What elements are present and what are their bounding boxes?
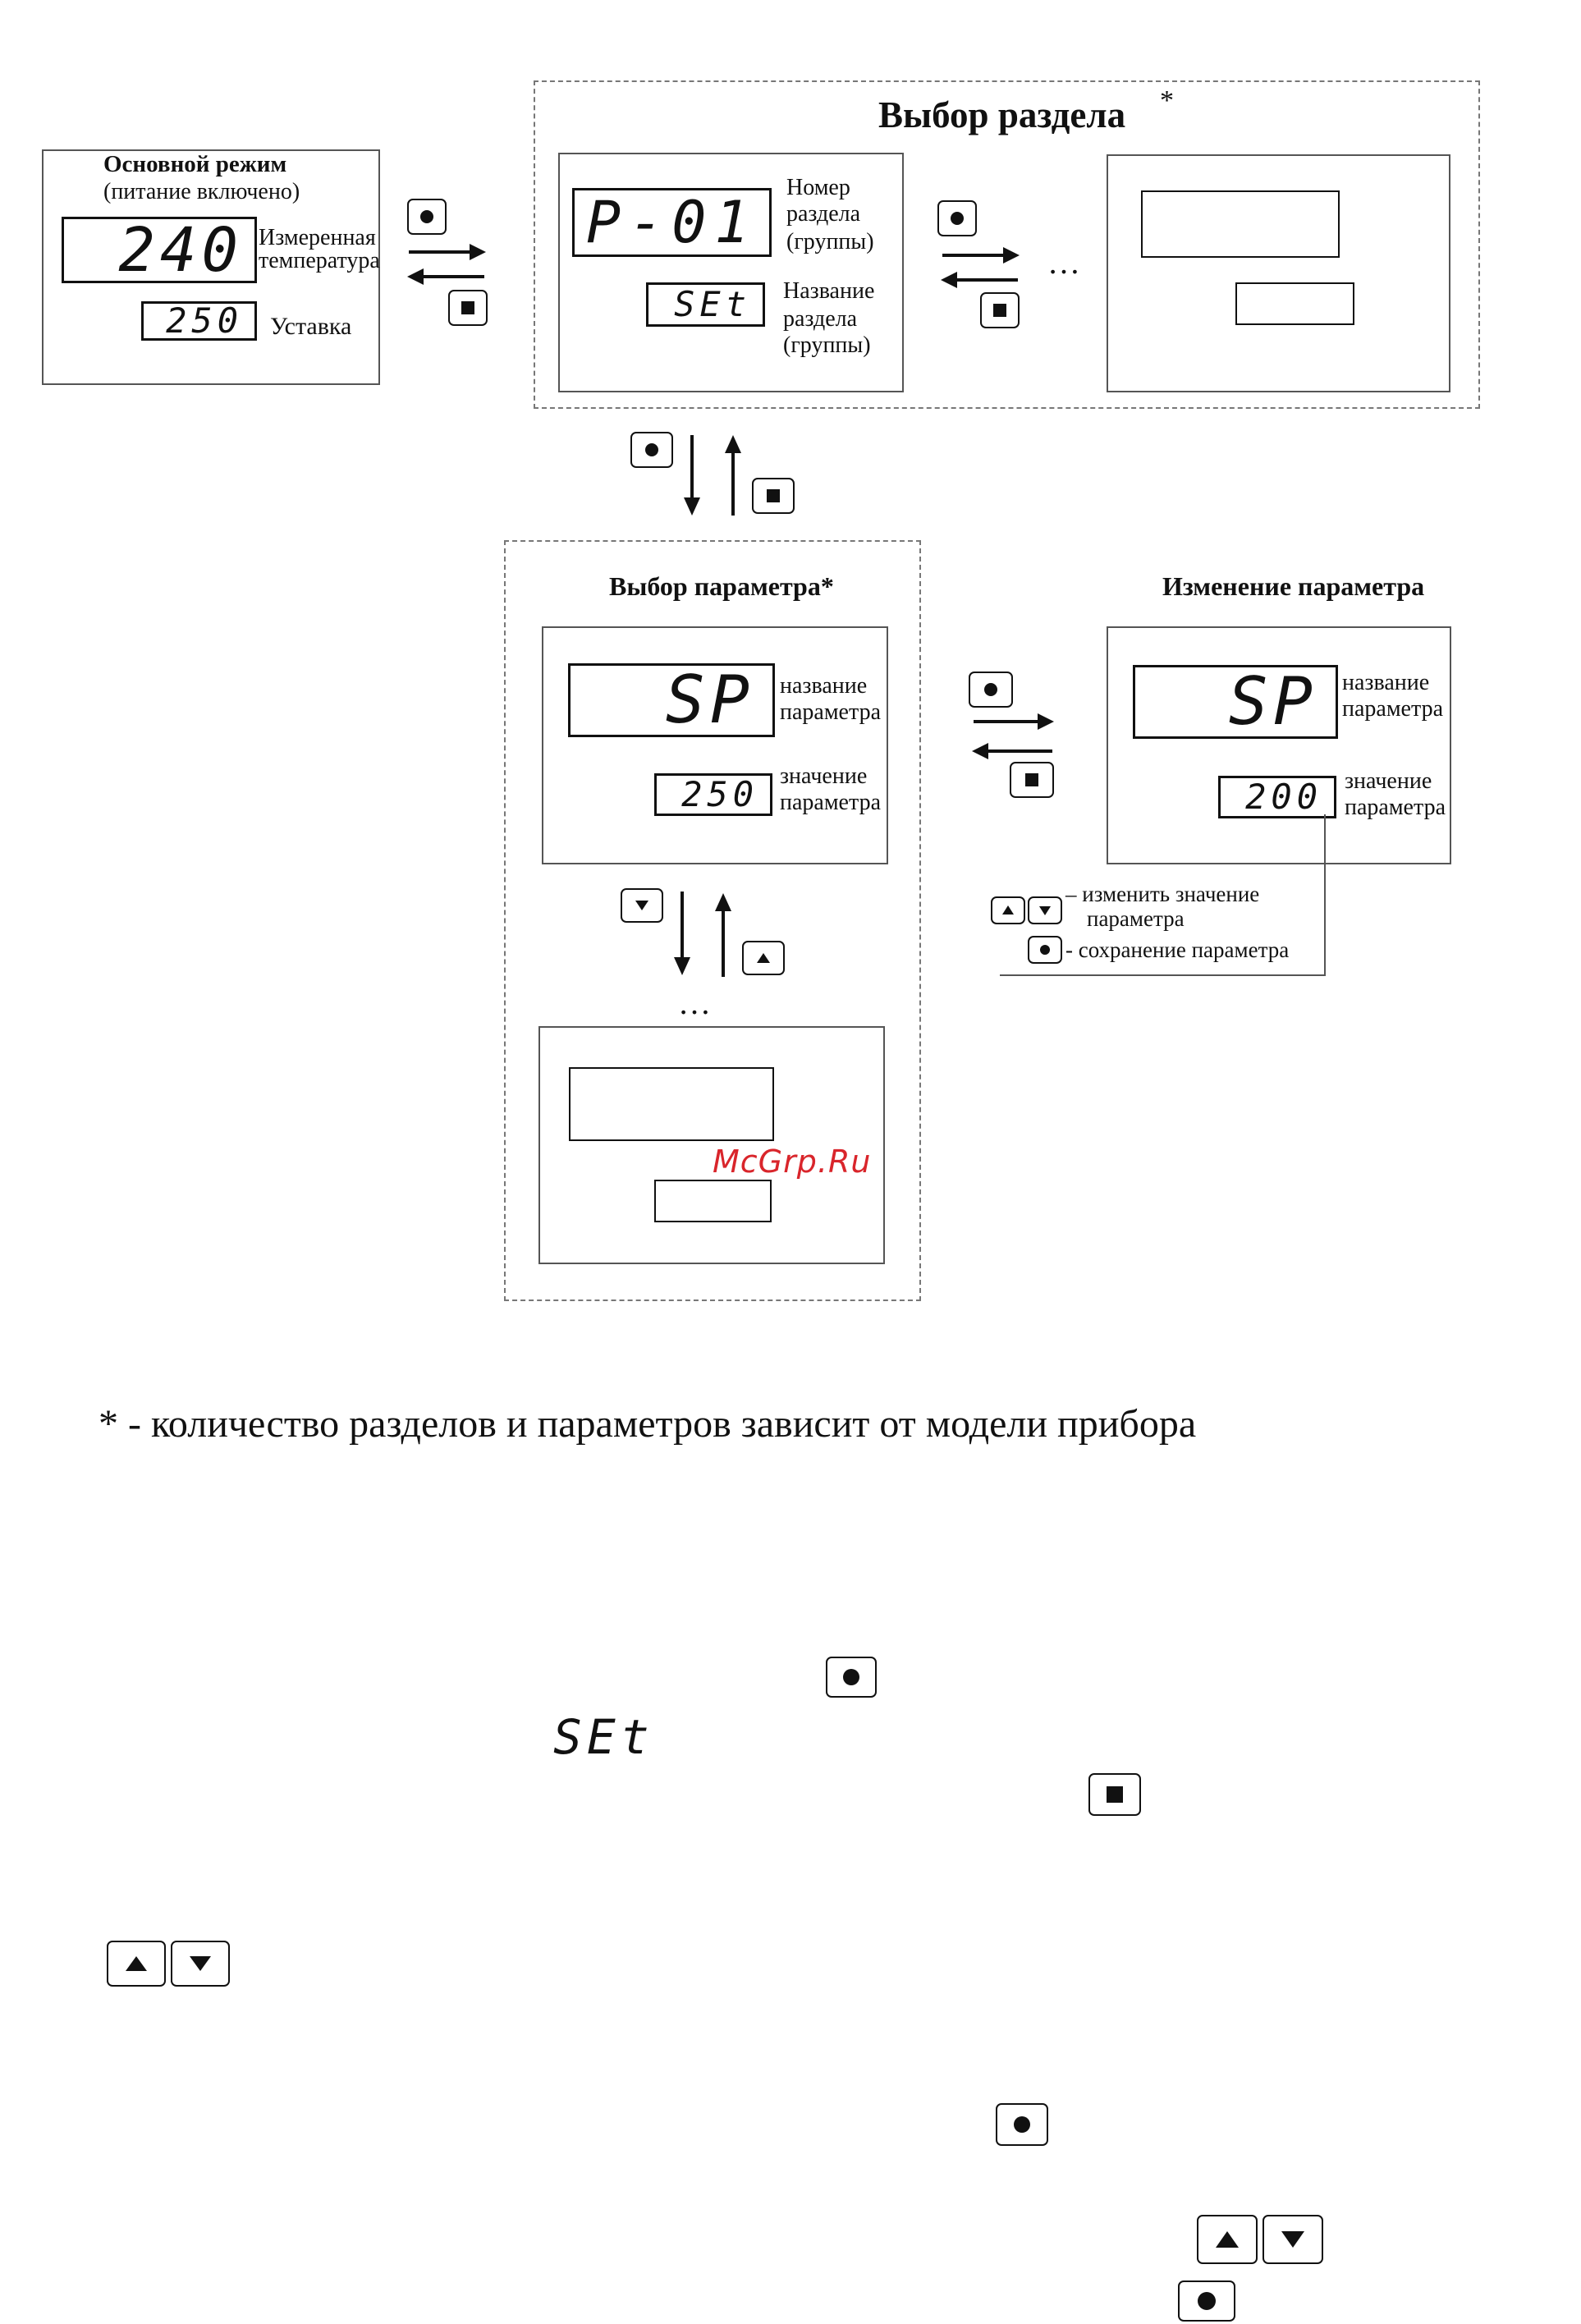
arrow-left-icon bbox=[939, 268, 1021, 292]
arrow-right-icon bbox=[406, 240, 488, 264]
enter-button-icon bbox=[969, 672, 1013, 708]
legend-change-line-2: параметра bbox=[1087, 906, 1185, 931]
exit-button-icon bbox=[752, 478, 795, 514]
down-button-icon bbox=[171, 1941, 230, 1987]
enter-button-icon bbox=[996, 2103, 1048, 2146]
watermark: McGrp.Ru bbox=[713, 1144, 872, 1180]
param-name-label-2: параметра bbox=[780, 699, 881, 725]
set-display-glyph: SEt bbox=[553, 1709, 654, 1765]
down-button-icon bbox=[1028, 896, 1062, 924]
next-param-value-display bbox=[654, 1180, 772, 1222]
param-name-display: SP bbox=[568, 663, 775, 737]
param-value-display: 250 bbox=[654, 773, 772, 816]
param-change-value-label-1: значение bbox=[1345, 768, 1432, 794]
arrow-left-icon bbox=[406, 264, 488, 289]
section-number-display: P-01 bbox=[572, 188, 772, 257]
main-mode-subtitle: (питание включено) bbox=[103, 179, 300, 204]
enter-button-icon bbox=[1028, 936, 1062, 964]
up-button-icon bbox=[107, 1941, 166, 1987]
exit-button-icon bbox=[980, 292, 1020, 328]
arrow-right-icon bbox=[970, 709, 1056, 734]
section-name-label-3: (группы) bbox=[783, 332, 871, 358]
section-name-label-2: раздела bbox=[783, 306, 858, 332]
legend-save: - сохранение параметра bbox=[1065, 937, 1290, 962]
up-button-icon bbox=[742, 941, 785, 975]
param-change-title: Изменение параметра bbox=[1162, 571, 1425, 601]
up-button-icon bbox=[991, 896, 1025, 924]
arrow-up-icon bbox=[721, 433, 745, 516]
exit-button-icon bbox=[1010, 762, 1054, 798]
next-param-name-display bbox=[569, 1067, 774, 1141]
up-button-icon bbox=[1197, 2215, 1258, 2264]
param-change-value-display: 200 bbox=[1218, 776, 1336, 818]
enter-button-icon bbox=[630, 432, 673, 468]
measured-temperature-label-1: Измеренная bbox=[259, 225, 376, 250]
param-value-label-2: параметра bbox=[780, 790, 881, 815]
next-section-number-display bbox=[1141, 190, 1340, 258]
exit-button-icon bbox=[1088, 1773, 1141, 1816]
measured-temperature-label-2: температура bbox=[259, 248, 380, 273]
section-select-title bbox=[878, 94, 1125, 136]
arrow-right-icon bbox=[939, 243, 1021, 268]
setpoint-label: Уставка bbox=[270, 313, 352, 340]
param-change-name-label-1: название bbox=[1342, 670, 1430, 695]
measured-temperature-display: 240 bbox=[62, 217, 257, 283]
down-button-icon bbox=[1263, 2215, 1323, 2264]
next-section-name-display bbox=[1235, 282, 1354, 325]
enter-button-icon bbox=[1178, 2280, 1235, 2322]
param-value-label-1: значение bbox=[780, 763, 868, 789]
down-button-icon bbox=[621, 888, 663, 923]
arrow-up-icon bbox=[711, 892, 736, 977]
arrow-down-icon bbox=[680, 435, 704, 517]
param-ellipsis: … bbox=[678, 984, 713, 1021]
param-name-label-1: название bbox=[780, 673, 868, 699]
enter-button-icon bbox=[826, 1657, 877, 1698]
param-change-name-display: SP bbox=[1133, 665, 1338, 739]
legend-change-line-1: – изменить значение bbox=[1065, 882, 1260, 906]
param-select-title: Выбор параметра* bbox=[609, 571, 834, 601]
section-name-display: SEt bbox=[646, 282, 765, 327]
section-select-title-text: Выбор раздела bbox=[878, 94, 1126, 135]
main-mode-title: Основной режим bbox=[103, 151, 287, 177]
enter-button-icon bbox=[937, 200, 977, 236]
enter-button-icon bbox=[407, 199, 447, 235]
exit-button-icon bbox=[448, 290, 488, 326]
section-name-label-1: Название bbox=[783, 278, 875, 304]
section-number-label-3: (группы) bbox=[786, 229, 874, 254]
param-change-value-label-2: параметра bbox=[1345, 795, 1446, 820]
param-change-name-label-2: параметра bbox=[1342, 696, 1443, 722]
section-ellipsis: … bbox=[1047, 244, 1083, 281]
setpoint-display: 250 bbox=[141, 301, 257, 341]
section-number-label-1: Номер bbox=[786, 175, 850, 200]
section-select-asterisk: * bbox=[1160, 85, 1174, 116]
section-number-label-2: раздела bbox=[786, 201, 861, 227]
arrow-down-icon bbox=[670, 892, 694, 977]
arrow-left-icon bbox=[970, 739, 1056, 763]
footnote: * - количество разделов и параметров зависит от модели прибора bbox=[99, 1402, 1197, 1446]
